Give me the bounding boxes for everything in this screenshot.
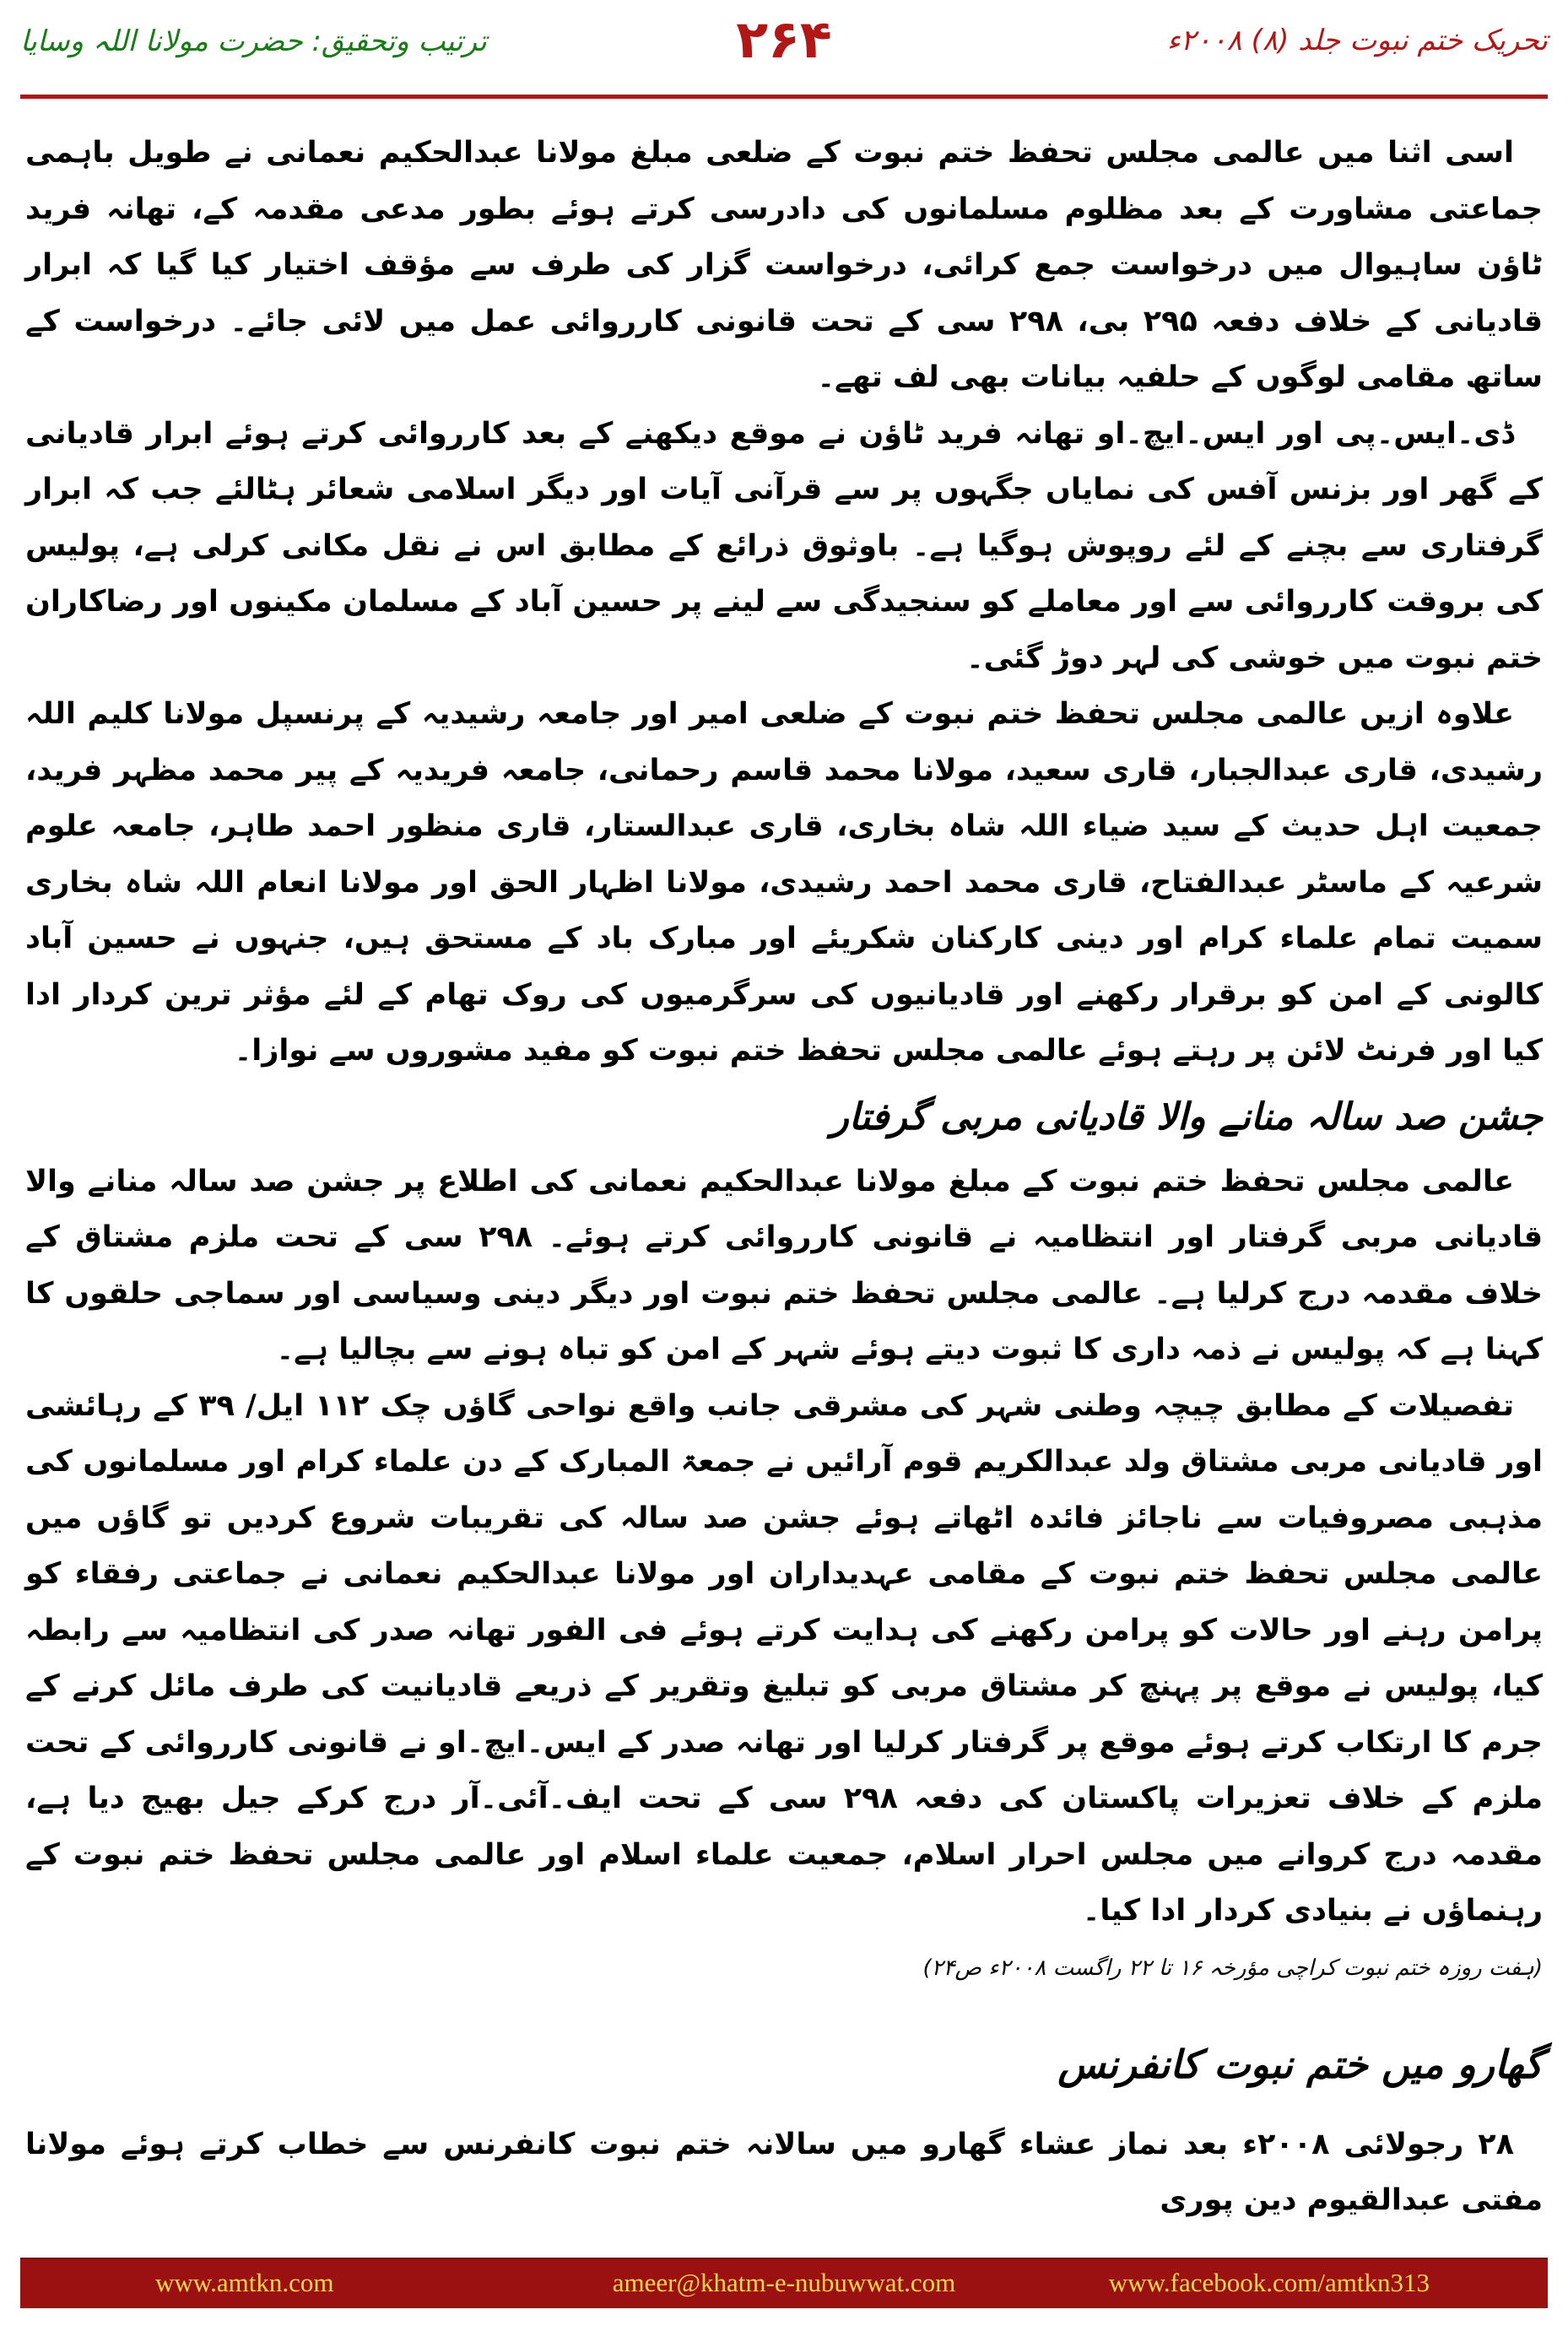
- source-citation: (ہفت روزہ ختم نبوت کراچی مؤرخہ ۱۶ تا ۲۲ راگست ۲۰۰۸ء ص۲۴): [922, 1955, 1543, 1981]
- paragraph: اسی اثنا میں عالمی مجلس تحفظ ختم نبوت کے ضلعی مبلغ مولانا عبدالحکیم نعمانی نے طویل باہمی جماعتی مشاورت کے بعد مظلوم مسلمانوں کی دادرسی کرتے ہوئے بطور مدعی مقدمہ کے، تھانہ فرید ٹاؤن ساہیوال میں درخواست جمع کرائی، درخواست گزار کی طرف سے مؤقف اختیار کیا گیا کہ ابرار قادیانی کے خلاف دفعہ ۲۹۵ بی، ۲۹۸ سی کے تحت قانونی کارروائی عمل میں لائی جائے۔ درخواست کے ساتھ مقامی لوگوں کے حلفیہ بیانات بھی لف تھے۔: [25, 136, 1543, 394]
- section-heading: جشن صد سالہ منانے والا قادیانی مربی گرفتار: [830, 1095, 1543, 1139]
- footer-facebook-link[interactable]: www.facebook.com/amtkn313: [1108, 2268, 1430, 2297]
- paragraph: تفصیلات کے مطابق چیچہ وطنی شہر کی مشرقی جانب واقع نواحی گاؤں چک ۱۱۲ ایل/ ۳۹ کے رہائشی اور قادیانی مربی مشتاق ولد عبدالکریم قوم آرائیں نے جمعۃ المبارک کے دن علماء کرام اور مسلمانوں کی مذہبی مصروفیات سے ناجائز فائدہ اٹھاتے ہوئے جشن صد سالہ کی تقریبات شروع کردیں تو گاؤں میں عالمی مجلس تحفظ ختم نبوت کے مقامی عہدیداران اور مولانا عبدالحکیم نعمانی نے جماعتی رفقاء کو پرامن رہنے اور حالات کو پرامن رکھنے کی ہدایت کرتے ہوئے فی الفور تھانہ صدر کی انتظامیہ سے رابطہ کیا، پولیس نے موقع پر پہنچ کر مشتاق مربی کو تبلیغ وتقریر کے ذریعے قادیانیت کی طرف مائل کرنے کے جرم کا ارتکاب کرتے ہوئے موقع پر گرفتار کرلیا اور تھانہ صدر کے ایس۔ایچ۔او نے قانونی کارروائی کے تحت ملزم کے خلاف تعزیرات پاکستان کی دفعہ ۲۹۸ سی کے تحت ایف۔آئی۔آر درج کرکے جیل بھیج دیا ہے، مقدمہ درج کروانے میں مجلس احرار اسلام، جمعیت علماء اسلام اور عالمی مجلس تحفظ ختم نبوت کے رہنماؤں نے بنیادی کردار ادا کیا۔: [25, 1388, 1543, 1928]
- page-content: [25, 125, 1543, 2241]
- paragraph: ڈی۔ایس۔پی اور ایس۔ایچ۔او تھانہ فرید ٹاؤن نے موقع دیکھنے کے بعد کارروائی کرتے ہوئے ابرار قادیانی کے گھر اور بزنس آفس کی نمایاں جگہوں پر سے قرآنی آیات اور دیگر اسلامی شعائر ہٹالئے جب کہ ابرار گرفتاری سے بچنے کے لئے روپوش ہوگیا ہے۔ باوثوق ذرائع کے مطابق اس نے نقل مکانی کرلی ہے، پولیس کی بروقت کارروائی سے اور معاملے کو سنجیدگی سے لینے پر حسین آباد کے مسلمان مکینوں اور رضاکاران ختم نبوت میں خوشی کی لہر دوڑ گئی۔: [25, 416, 1543, 675]
- header-book-title: تحریک ختم نبوت جلد (۸) ۲۰۰۸ء: [1166, 24, 1548, 57]
- section-heading: گھارو میں ختم نبوت کانفرنس: [1057, 2041, 1543, 2087]
- paragraph: عالمی مجلس تحفظ ختم نبوت کے مبلغ مولانا عبدالحکیم نعمانی کی اطلاع پر جشن صد سالہ منانے والا قادیانی مربی گرفتار اور انتظامیہ نے قانونی کارروائی کرتے ہوئے۔ ۲۹۸ سی کے تحت ملزم مشتاق کے خلاف مقدمہ درج کرلیا ہے۔ عالمی مجلس تحفظ ختم نبوت اور دیگر دینی وسیاسی اور سماجی حلقوں کا کہنا ہے کہ پولیس نے ذمہ داری کا ثبوت دیتے ہوئے شہر کے امن کو تباہ ہونے سے بچالیا ہے۔: [25, 1164, 1543, 1366]
- page-footer: [20, 2258, 1548, 2308]
- footer-website-link[interactable]: www.amtkn.com: [155, 2268, 334, 2297]
- paragraph: علاوہ ازیں عالمی مجلس تحفظ ختم نبوت کے ضلعی امیر اور جامعہ رشیدیہ کے پرنسپل مولانا کلیم اللہ رشیدی، قاری عبدالجبار، قاری سعید، مولانا محمد قاسم رحمانی، جامعہ فریدیہ کے پیر محمد مظہر فرید، جمعیت اہل حدیث کے سید ضیاء اللہ شاہ بخاری، قاری عبدالستار، قاری منظور احمد طاہر، جامعہ علوم شرعیہ کے ماسٹر عبدالفتاح، قاری محمد احمد رشیدی، مولانا اظہار الحق اور مولانا انعام اللہ شاہ بخاری سمیت تمام علماء کرام اور دینی کارکنان شکریئے اور مبارک باد کے مستحق ہیں، جنہوں نے حسین آباد کالونی کے امن کو برقرار رکھنے اور قادیانیوں کی سرگرمیوں کی روک تھام کے لئے مؤثر ترین کردار ادا کیا اور فرنٹ لائن پر رہتے ہوئے عالمی مجلس تحفظ ختم نبوت کو مفید مشوروں سے نوازا۔: [25, 697, 1543, 1068]
- page-header: [20, 0, 1548, 95]
- header-compiler-text: ترتیب وتحقیق: حضرت مولانا اللہ وسایا: [20, 24, 487, 58]
- footer-email-link[interactable]: ameer@khatm-e-nubuwwat.com: [612, 2268, 956, 2297]
- header-divider: [20, 95, 1548, 99]
- paragraph: ۲۸ رجولائی ۲۰۰۸ء بعد نماز عشاء گھارو میں سالانہ ختم نبوت کانفرنس سے خطاب کرتے ہوئے مولانا مفتی عبدالقیوم دین پوری: [25, 2127, 1543, 2217]
- page-number: ۲۶۴: [736, 8, 832, 70]
